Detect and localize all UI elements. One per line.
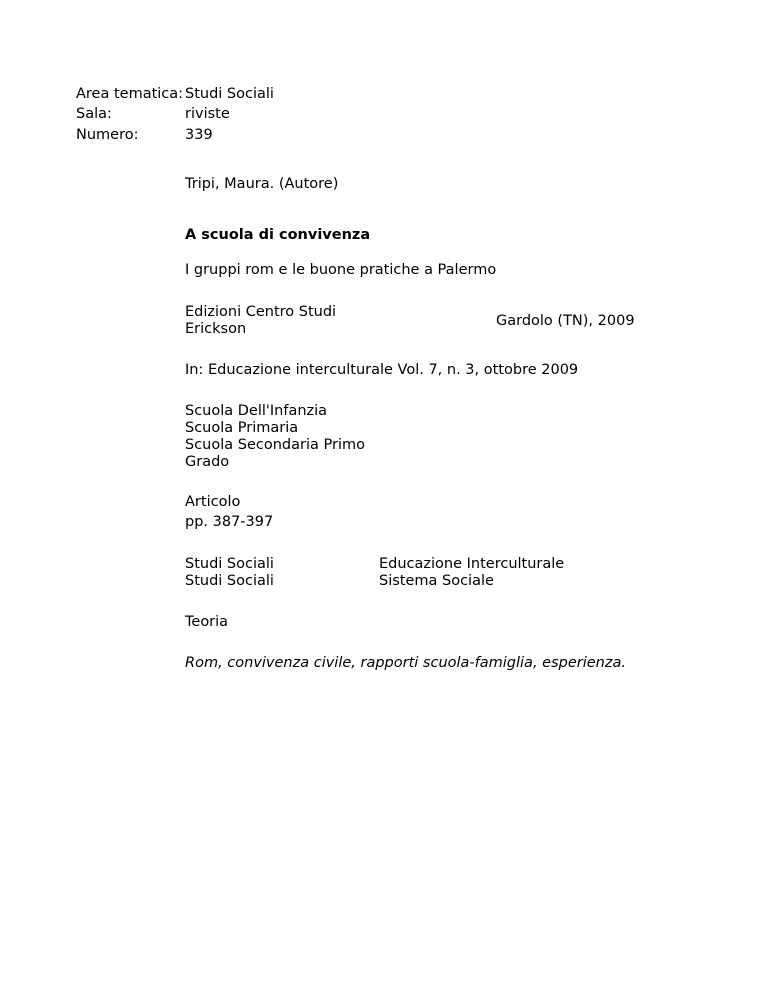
level-3: Scuola Secondaria Primo xyxy=(185,437,365,453)
area-label: Area tematica: xyxy=(76,86,184,102)
subject-right-2: Sistema Sociale xyxy=(379,573,494,589)
level-2: Scuola Primaria xyxy=(185,420,299,436)
keywords: Rom, convivenza civile, rapporti scuola-famiglia, esperienza. xyxy=(185,655,626,671)
doc-type: Articolo xyxy=(185,494,241,510)
author: Tripi, Maura. (Autore) xyxy=(185,176,339,192)
source: In: Educazione interculturale Vol. 7, n. 3, ottobre 2009 xyxy=(185,362,579,378)
numero-value: 339 xyxy=(185,127,213,143)
record-subtitle: I gruppi rom e le buone pratiche a Palermo xyxy=(185,262,497,278)
subject-left-2: Studi Sociali xyxy=(185,573,274,589)
publisher-line-2: Erickson xyxy=(185,321,247,337)
subject-left-1: Studi Sociali xyxy=(185,556,274,572)
record-title: A scuola di convivenza xyxy=(185,227,371,243)
sala-value: riviste xyxy=(185,106,230,122)
numero-label: Numero: xyxy=(76,127,139,143)
level-1: Scuola Dell'Infanzia xyxy=(185,403,328,419)
place-year: Gardolo (TN), 2009 xyxy=(496,313,635,329)
category: Teoria xyxy=(185,614,229,630)
pages: pp. 387-397 xyxy=(185,514,274,530)
area-value: Studi Sociali xyxy=(185,86,274,102)
publisher-line-1: Edizioni Centro Studi xyxy=(185,304,337,320)
level-4: Grado xyxy=(185,454,230,470)
sala-label: Sala: xyxy=(76,106,112,122)
subject-right-1: Educazione Interculturale xyxy=(379,556,565,572)
